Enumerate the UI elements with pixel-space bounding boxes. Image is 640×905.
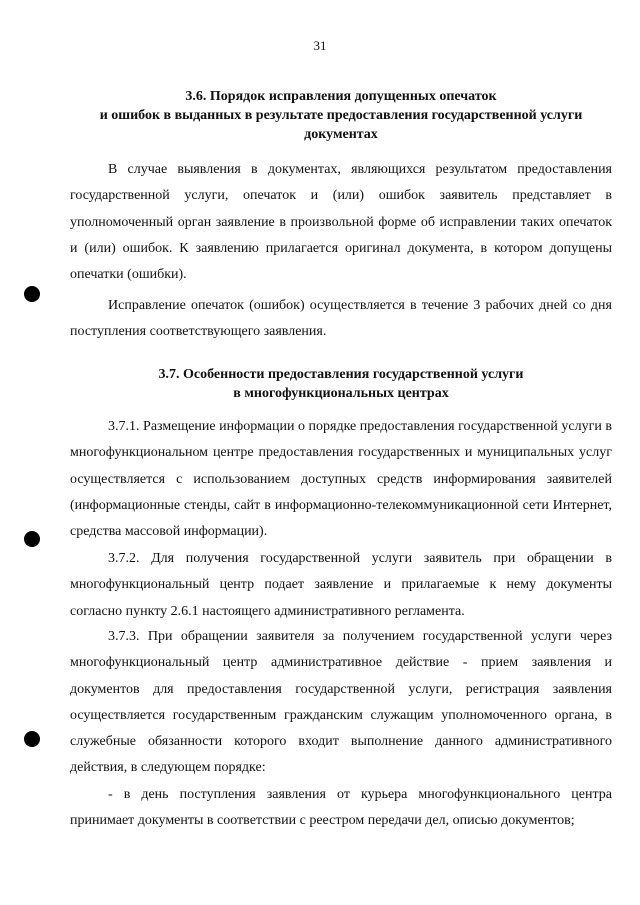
paragraph: В случае выявления в документах, являющихся результатом предоставления государственной услуги, опечаток и (или) ошибок заявитель представляет в уполномоченный орган заявление в произвольной форме об исправлении таких опечаток и (или) ошибок. К заявлению прилагается оригинал документа, в котором допущены опечатки (ошибки). (70, 162, 612, 283)
heading-line: документах (304, 127, 378, 142)
section-3-6-heading (70, 87, 612, 144)
paragraph: 3.7.1. Размещение информации о порядке предоставления государственной услуги в многофункциональном центре предоставления государственных и муниципальных услуг осуществляется с использованием доступных средств информирования заявителей (информационные стенды, сайт в информационно-телекоммуникационной сети Интернет, средства массовой информации). (70, 419, 612, 540)
binder-hole-punch (24, 286, 40, 302)
binder-hole-punch (24, 731, 40, 747)
heading-line: 3.7. Особенности предоставления государственной услуги (158, 367, 524, 382)
page-number: 31 (313, 38, 327, 53)
paragraph: 3.7.3. При обращении заявителя за получением государственной услуги через многофункциональный центр административное действие - прием заявления и документов для предоставления государственной услуги, регистрация заявления осуществляется государственным гражданским служащим уполномоченного органа, в служебные обязанности которого входит выполнение данного административного действия, в следующем порядке: (70, 629, 612, 776)
paragraph: Исправление опечаток (ошибок) осуществляется в течение 3 рабочих дней со дня поступления соответствующего заявления. (70, 298, 612, 340)
heading-line: в многофункциональных центрах (233, 386, 449, 401)
section-3-7-heading (70, 365, 612, 403)
heading-line: 3.6. Порядок исправления допущенных опечаток (185, 89, 497, 104)
paragraph: 3.7.2. Для получения государственной услуги заявитель при обращении в многофункциональный центр подает заявление и прилагаемые к нему документы согласно пункту 2.6.1 настоящего административного регламента. (70, 551, 612, 619)
paragraph: - в день поступления заявления от курьера многофункционального центра принимает документы в соответствии с реестром передачи дел, описью документов; (70, 787, 612, 829)
binder-hole-punch (24, 531, 40, 547)
heading-line: и ошибок в выданных в результате предоставления государственной услуги (99, 108, 583, 123)
